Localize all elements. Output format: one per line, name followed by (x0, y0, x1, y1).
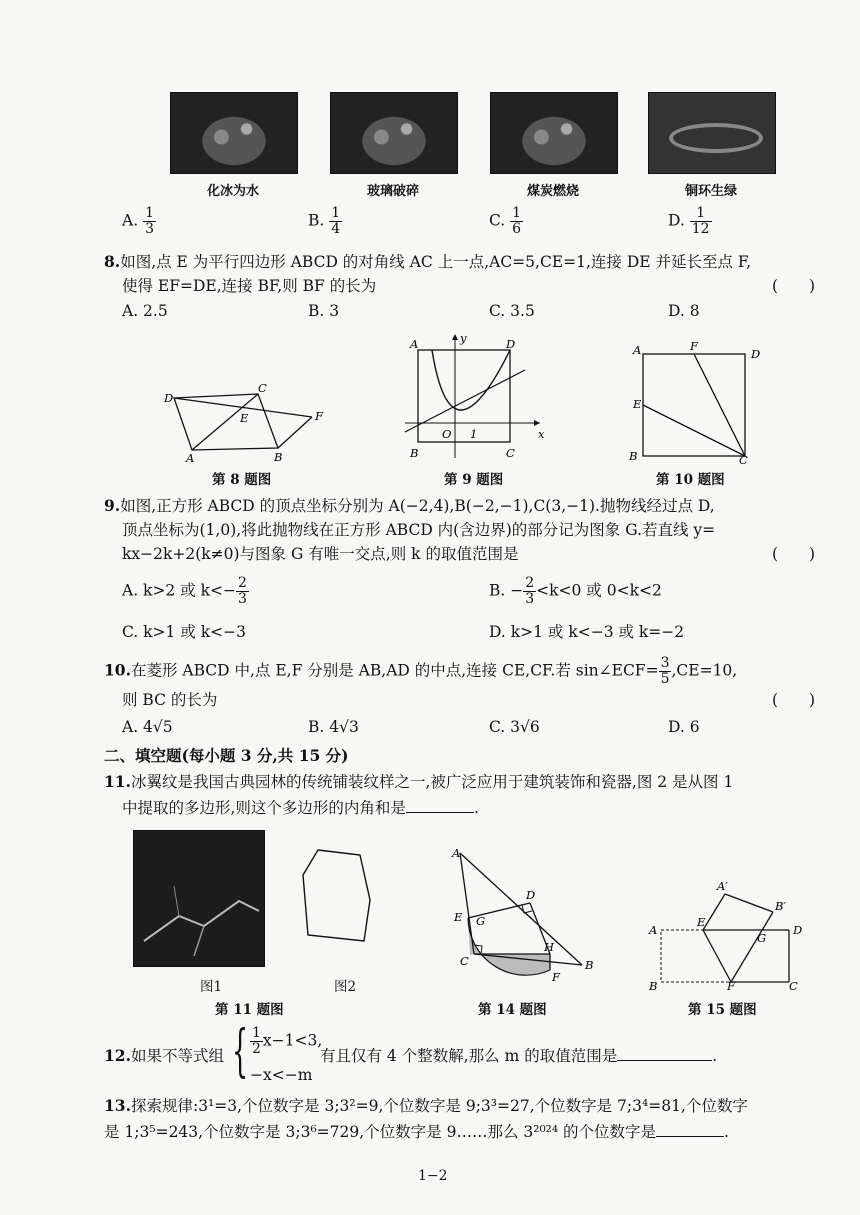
q8-option-d: D. 8 (668, 302, 700, 320)
f8-label-f: F (315, 409, 323, 423)
figure-8 (160, 380, 340, 465)
q9-option-c: C. k>1 或 k<−3 (122, 623, 246, 641)
q12-brace: { (232, 1019, 249, 1084)
q10-option-d: D. 6 (668, 718, 700, 736)
caption-copper: 铜环生绿 (684, 184, 737, 199)
f14-label-a: A (452, 846, 461, 860)
figure-11-image1 (133, 830, 265, 967)
q8-option-b: B. 3 (308, 302, 340, 320)
f8-label-a: A (186, 451, 195, 465)
q10-option-a: A. 4√5 (122, 718, 173, 736)
q8-line2: 使得 EF=DE,连接 BF,则 BF 的长为 (122, 277, 377, 295)
img2-caption: 图2 (334, 979, 357, 995)
f8-label-c: C (258, 381, 267, 395)
f15-label-a-prime: A′ (717, 879, 728, 893)
q9-option-b: B. − $\frac{2}{3}$ <k<0 或 0<k<2 (489, 575, 662, 607)
q9-answer-paren: ( ) (772, 545, 816, 563)
f14-label-c: C (460, 954, 469, 968)
f9-label-c: C (506, 446, 515, 460)
q7-option-b: B. $\frac{1}{4}$ (308, 205, 341, 237)
f8-label-d: D (164, 391, 174, 405)
q8-answer-paren: ( ) (772, 277, 816, 295)
f14-label-b: B (585, 958, 594, 972)
q10-line1: 10.在菱形 ABCD 中,点 E,F 分别是 AB,AD 的中点,连接 CE,CF.若 sin∠ECF= $\frac{3}{5}$ ,CE=10, (104, 655, 738, 687)
q7-option-a: A. $\frac{1}{3}$ (122, 205, 154, 237)
q9-line1: 9.如图,正方形 ABCD 的顶点坐标分别为 A(−2,4),B(−2,−1),C(3,−1).抛物线经过点 D, (104, 496, 715, 515)
q10-option-b: B. 4√3 (308, 718, 359, 736)
caption-glass: 玻璃破碎 (366, 184, 419, 199)
q12-inequality-2: −x<−m (250, 1066, 313, 1084)
caption-ice: 化冰为水 (206, 184, 259, 199)
f10-label-f: F (690, 340, 698, 353)
q9-line3: kx−2k+2(k≠0)与图象 G 有唯一交点,则 k 的取值范围是 (122, 545, 519, 563)
photo-coal-burning (490, 92, 618, 174)
q9-option-a: A. k>2 或 k<− $\frac{2}{3}$ (122, 575, 247, 607)
figure-15 (645, 876, 805, 991)
fig11-caption: 第 11 题图 (215, 1002, 284, 1018)
f9-label-x: x (538, 427, 545, 441)
f9-label-1: 1 (470, 427, 478, 441)
f9-label-a: A (410, 337, 419, 351)
fig15-caption: 第 15 题图 (688, 1002, 757, 1018)
q12-inequality-1: $\frac{1}{2}$ x−1<3, (252, 1025, 323, 1057)
f15-label-d: D (793, 923, 803, 937)
f14-label-e: E (454, 910, 463, 924)
q7-option-d: D. $\frac{1}{12}$ (668, 205, 710, 237)
q8-option-c: C. 3.5 (489, 302, 535, 320)
page-number: 1−2 (418, 1168, 448, 1184)
q13-line2: 是 1;3⁵=243,个位数字是 3;3⁶=729,个位数字是 9……那么 3²⁰²⁴ 的个位数字是 . (104, 1123, 729, 1141)
q10-option-c: C. 3√6 (489, 718, 540, 736)
q9-option-d: D. k>1 或 k<−3 或 k=−2 (489, 623, 685, 641)
q11-line2: 中提取的多边形,则这个多边形的内角和是 . (122, 799, 479, 817)
img1-caption: 图1 (200, 979, 223, 995)
q12-rest: 有且仅有 4 个整数解,那么 m 的取值范围是 . (320, 1047, 718, 1065)
q11-answer-blank[interactable] (406, 798, 474, 813)
f14-label-h: H (544, 940, 555, 954)
f10-label-a: A (633, 343, 642, 357)
f15-label-a: A (649, 923, 658, 937)
figure-14 (440, 845, 600, 985)
f14-label-g: G (476, 914, 486, 928)
q12-number: 12.如果不等式组 (104, 1046, 224, 1065)
f10-label-e: E (633, 397, 642, 411)
f9-label-d: D (506, 337, 516, 351)
f8-label-e: E (240, 411, 249, 425)
f15-label-f: F (727, 979, 735, 991)
figure-11-image2 (298, 845, 378, 950)
photo-ice-to-water (170, 92, 298, 174)
figure-9 (400, 330, 550, 465)
f15-label-e: E (697, 915, 706, 929)
f15-label-b-prime: B′ (775, 899, 787, 913)
q8-line1: 8.如图,点 E 为平行四边形 ABCD 的对角线 AC 上一点,AC=5,CE=1,连接 DE 并延长至点 F, (104, 252, 752, 271)
fig8-caption: 第 8 题图 (212, 472, 272, 488)
q11-line1: 11.冰翼纹是我国古典园林的传统铺装纹样之一,被广泛应用于建筑装饰和瓷器,图 2 是从图 1 (104, 772, 734, 791)
f9-label-b: B (410, 446, 419, 460)
f14-label-d: D (526, 888, 536, 902)
q12-answer-blank[interactable] (617, 1046, 712, 1061)
section-2-heading: 二、填空题(每小题 3 分,共 15 分) (104, 746, 349, 765)
q10-line2: 则 BC 的长为 (122, 691, 218, 709)
q9-line2: 顶点坐标为(1,0),将此抛物线在正方形 ABCD 内(含边界)的部分记为图象 G.若直线 y= (122, 521, 716, 539)
f15-label-c: C (789, 979, 798, 991)
q8-option-a: A. 2.5 (122, 302, 168, 320)
f10-label-b: B (629, 449, 638, 463)
fig14-caption: 第 14 题图 (478, 1002, 547, 1018)
q7-option-c: C. $\frac{1}{6}$ (489, 205, 522, 237)
f9-label-o: O (442, 427, 452, 441)
f15-label-g: G (757, 931, 767, 945)
f10-label-d: D (751, 347, 761, 361)
f15-label-b: B (649, 979, 658, 991)
f8-label-b: B (274, 450, 283, 464)
fig9-caption: 第 9 题图 (444, 472, 504, 488)
q13-line1: 13.探索规律:3¹=3,个位数字是 3;3²=9,个位数字是 9;3³=27,个位数字是 7;3⁴=81,个位数字 (104, 1096, 748, 1115)
figure-10 (625, 340, 765, 465)
f10-label-c: C (739, 453, 748, 465)
caption-coal: 煤炭燃烧 (526, 184, 579, 199)
photo-copper-ring (648, 92, 776, 174)
fig10-caption: 第 10 题图 (656, 472, 725, 488)
photo-glass-breaking (330, 92, 458, 174)
q13-answer-blank[interactable] (656, 1122, 724, 1137)
f9-label-y: y (460, 331, 467, 345)
q10-answer-paren: ( ) (772, 691, 816, 709)
f14-label-f: F (552, 970, 560, 984)
